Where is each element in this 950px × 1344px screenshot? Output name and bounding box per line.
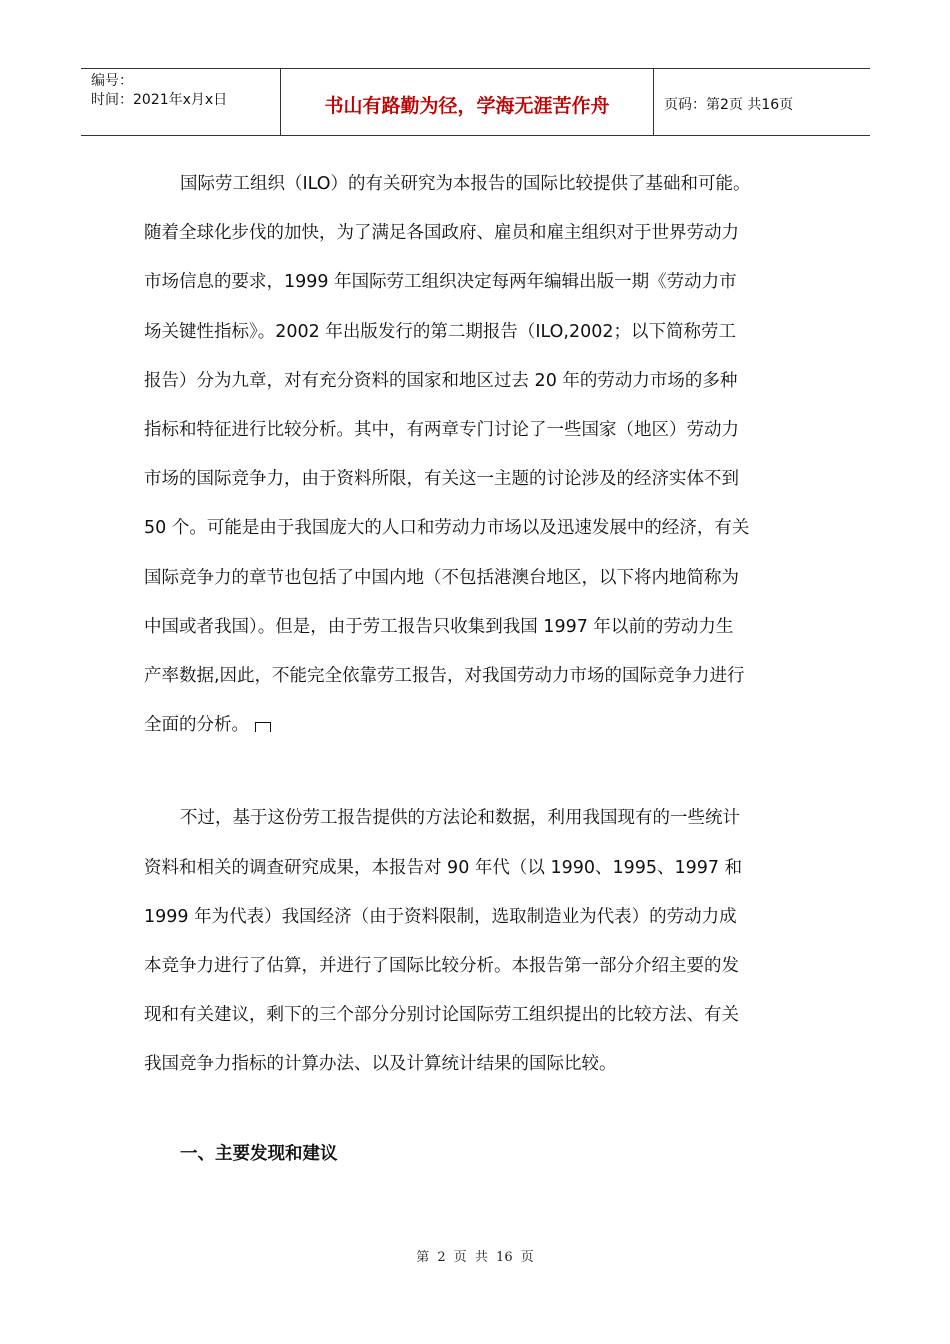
paragraph-line: 市场信息的要求，1999 年国际劳工组织决定每两年编辑出版一期《劳动力市 xyxy=(144,272,737,293)
serial-number-label: 编号： xyxy=(91,73,133,89)
paragraph-line: 国际竞争力的章节也包括了中国内地（不包括港澳台地区，以下将内地简称为 xyxy=(144,567,739,588)
document-body xyxy=(144,160,814,1174)
paragraph-line: 1999 年为代表）我国经济（由于资料限制，选取制造业为代表）的劳动力成 xyxy=(144,906,737,927)
paragraph-line: 本竞争力进行了估算，并进行了国际比较分析。本报告第一部分介绍主要的发 xyxy=(144,956,739,977)
paragraph-line: 我国竞争力指标的计算办法、以及计算统计结果的国际比较。 xyxy=(144,1054,617,1075)
paragraph-line: 产率数据,因此，不能完全依靠劳工报告，对我国劳动力市场的国际竞争力进行 xyxy=(144,666,745,687)
paragraph-line: 50 个。可能是由于我国庞大的人口和劳动力市场以及迅速发展中的经济，有关 xyxy=(144,518,750,539)
paragraph-end-mark xyxy=(255,722,271,732)
paragraph-line: 报告）分为九章，对有充分资料的国家和地区过去 20 年的劳动力市场的多种 xyxy=(144,370,738,391)
paragraph-line: 现和有关建议，剩下的三个部分分别讨论国际劳工组织提出的比较方法、有关 xyxy=(144,1005,739,1026)
page-header xyxy=(81,68,870,136)
paragraph-line: 国际劳工组织（ILO）的有关研究为本报告的国际比较提供了基础和可能。 xyxy=(180,174,751,194)
paragraph-line: 场关键性指标》。2002 年出版发行的第二期报告（ILO,2002；以下简称劳工 xyxy=(144,321,737,342)
paragraph-line: 不过，基于这份劳工报告提供的方法论和数据，利用我国现有的一些统计 xyxy=(180,808,740,829)
paragraph-1 xyxy=(144,160,814,750)
paragraph-line-text: 全面的分析。 xyxy=(144,715,249,736)
header-meta xyxy=(81,69,281,135)
header-motto: 书山有路勤为径，学海无涯苦作舟 xyxy=(281,69,654,135)
section-heading: 一、主要发现和建议 xyxy=(180,1143,338,1164)
paragraph-line: 资料和相关的调查研究成果，本报告对 90 年代（以 1990、1995、1997 和 xyxy=(144,857,743,878)
paragraph-line-last xyxy=(144,701,814,750)
date-label: 时间：2021年x月x日 xyxy=(91,92,228,108)
paragraph-line: 指标和特征进行比较分析。其中，有两章专门讨论了一些国家（地区）劳动力 xyxy=(144,420,739,441)
page-footer: 第 2 页 共 16 页 xyxy=(416,1250,534,1265)
paragraph-line: 市场的国际竞争力，由于资料所限，有关这一主题的讨论涉及的经济实体不到 xyxy=(144,469,739,490)
header-page-info: 页码：第2页 共16页 xyxy=(664,97,794,113)
paragraph-line: 随着全球化步伐的加快，为了满足各国政府、雇员和雇主组织对于世界劳动力 xyxy=(144,223,739,244)
paragraph-2 xyxy=(144,794,814,1089)
paragraph-line: 中国或者我国）。但是，由于劳工报告只收集到我国 1997 年以前的劳动力生 xyxy=(144,616,734,637)
